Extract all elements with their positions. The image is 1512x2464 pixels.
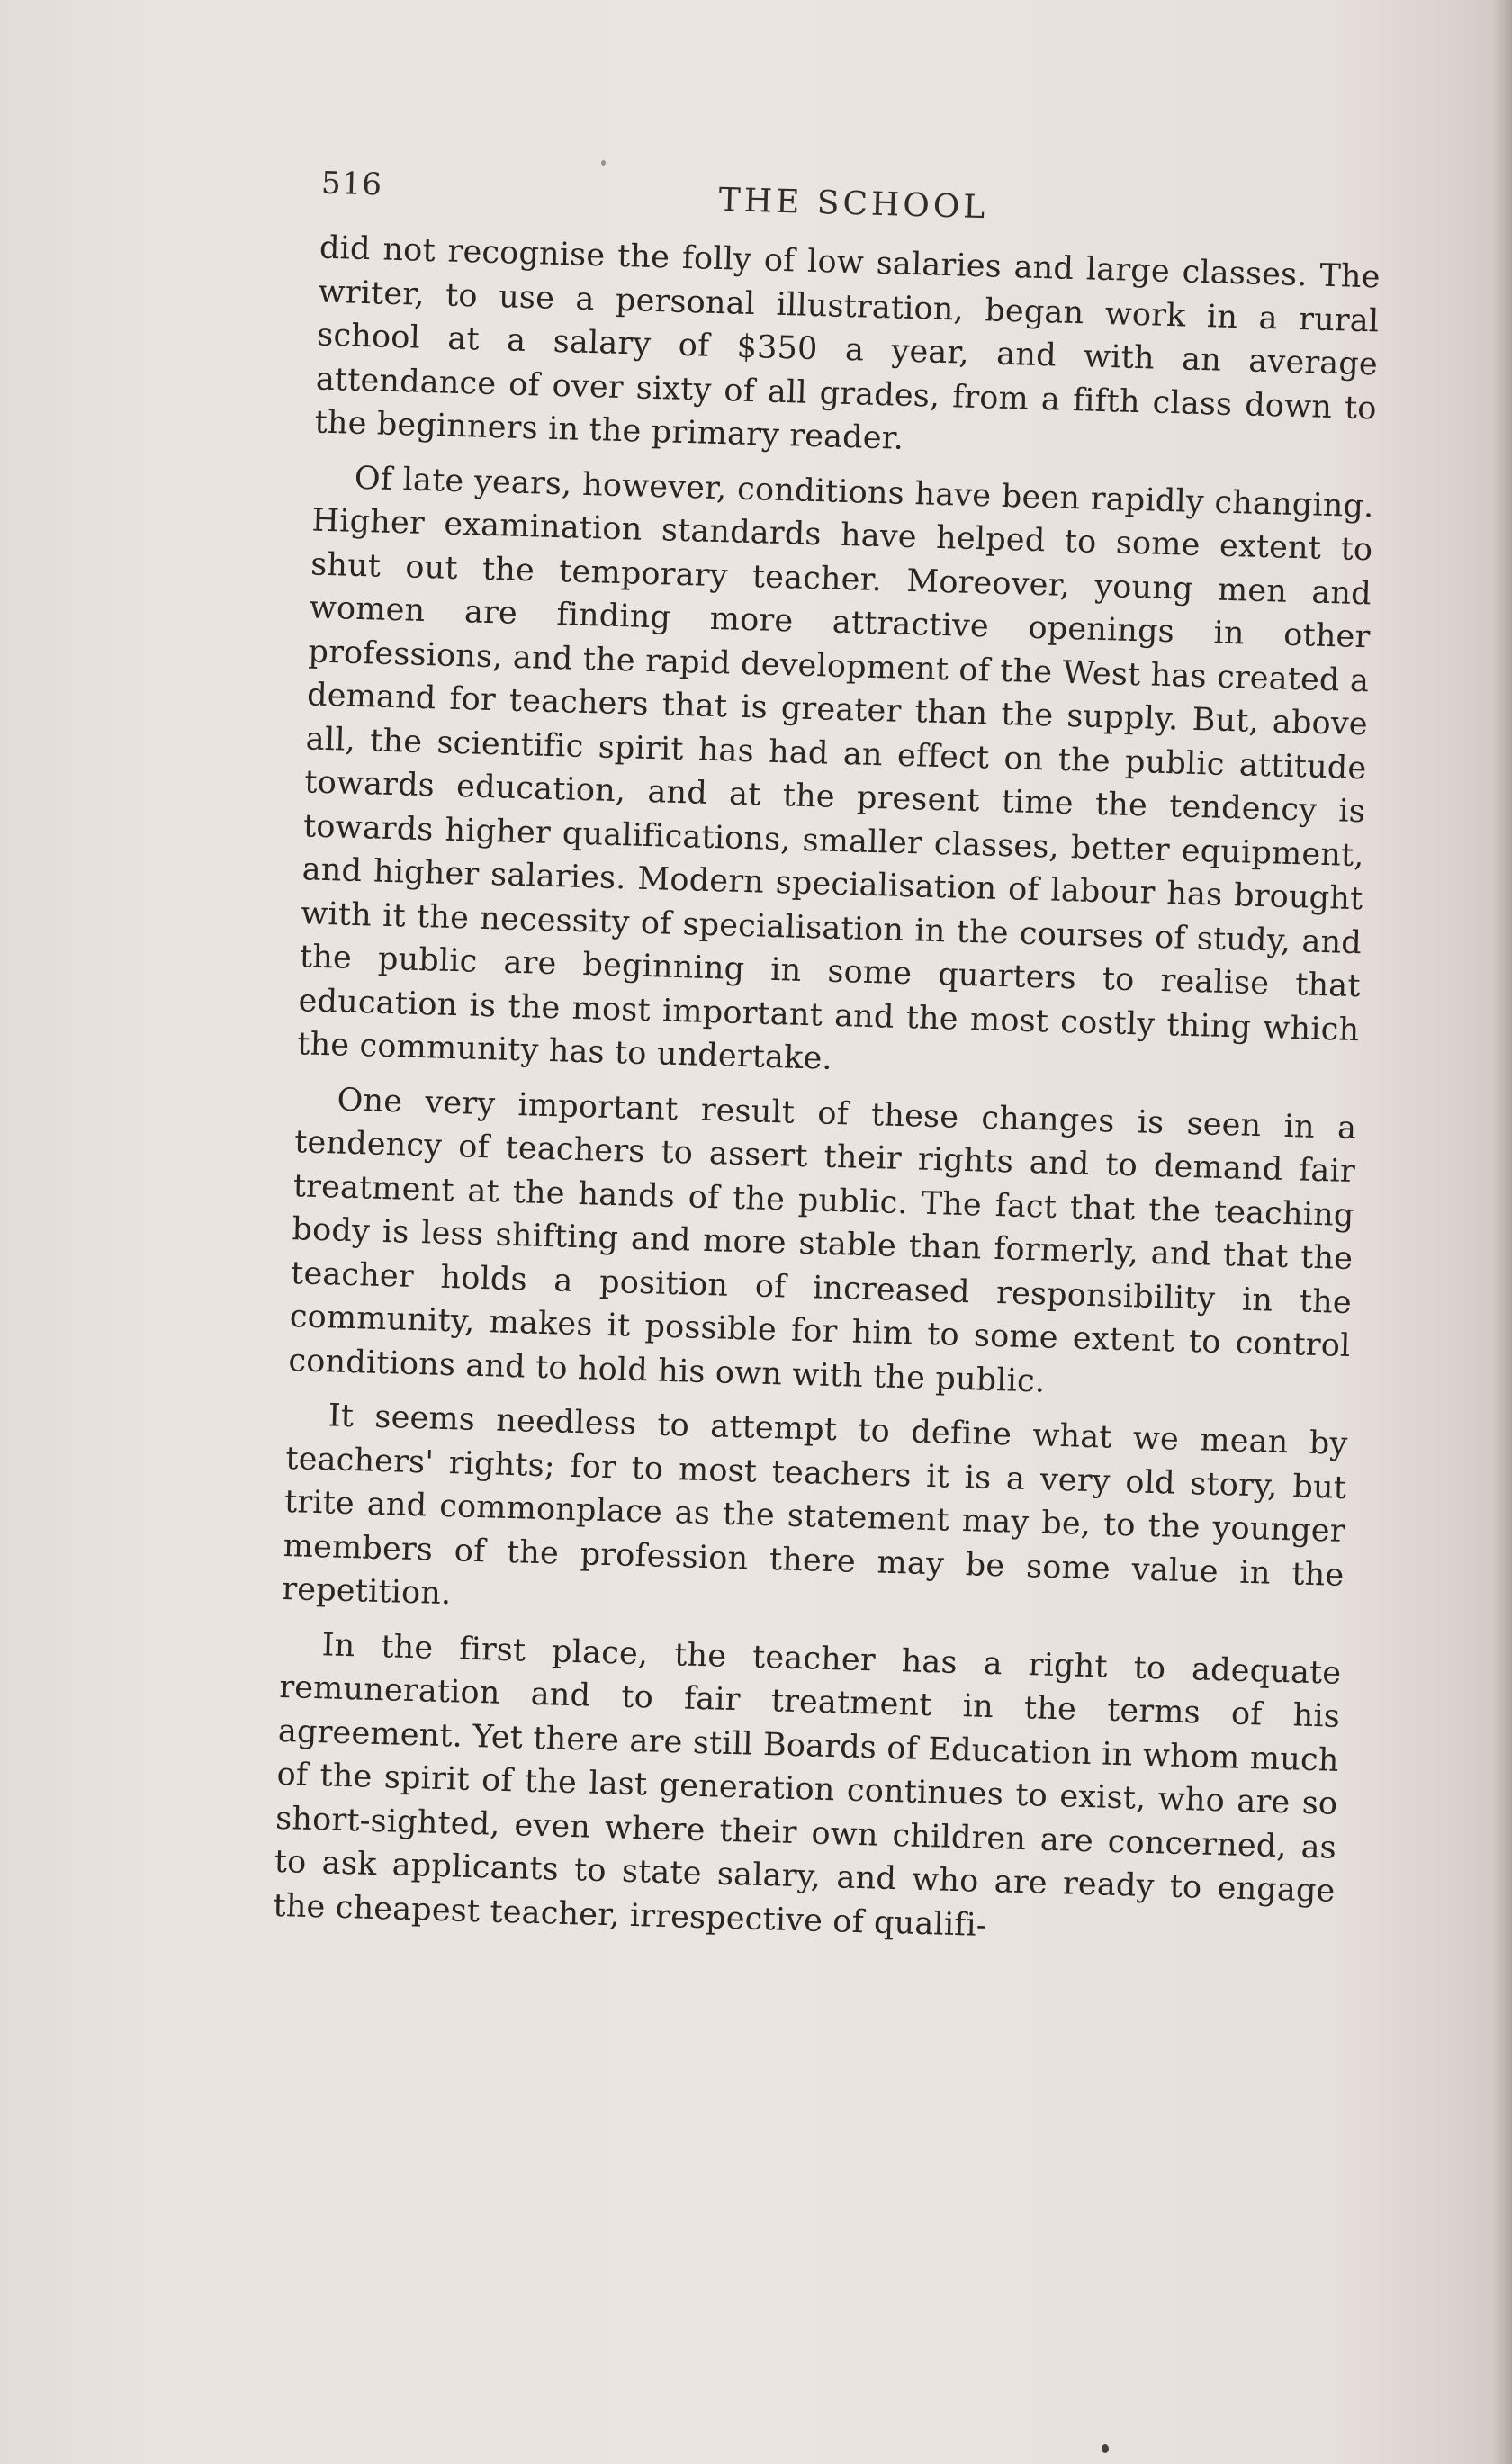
paragraph-remuneration: In the first place, the teacher has a right to adequate remuneration and to fair treatment in the terms of his agreement. Yet there are still Boards of Education in whom much of the spirit of the last generation continues to exist, who are so short-sighted, even where their own children are concerned, as to ask applicants to state salary, and who are ready to engage the cheapest teacher, irrespective of qualifi-: [273, 1626, 1342, 1944]
paragraph-conditions-changing: Of late years, however, conditions have been rapidly changing. Higher examination standards have helped to some extent to shut out the temporary teacher. Moreover, young men and women are finding more attractive openings in other professions, and the rapid development of the West has created a demand for teachers that is greater than the supply. But, above all, the scientific spirit has had an effect on the public attitude towards education, and at the present time the tendency is towards higher qualifications, smaller classes, better equipment, and higher salaries. Modern specialisation of labour has brought with it the necessity of specialisation in the courses of study, and the public are beginning in some quarters to realise that education is the most important and the most costly thing which the community has to undertake.: [296, 460, 1375, 1077]
running-head: THE SCHOOL: [718, 181, 989, 227]
page-edge-shadow: [1492, 0, 1512, 2464]
paragraph-continuation: did not recognise the folly of low salaries and large classes. The writer, to use a personal illustration, began work in a rural school at a salary of $350 a year, and with an average attendance of over sixty of all grades, from a fifth class down to the beginners in the primary reader.: [314, 229, 1382, 457]
page-number: 516: [320, 165, 383, 203]
ink-speck: [601, 160, 606, 166]
paragraph-teachers-rights-result: One very important result of these changes is seen in a tendency of teachers to assert their rights and to demand fair treatment at the hands of the public. The fact that the teaching body is less shifting and more stable than formerly, and that the teacher holds a position of increased responsibility in the community, makes it possible for him to some extent to control conditions and to hold his own with the public.: [287, 1082, 1357, 1400]
page-text-block: [220, 153, 1390, 1968]
paragraph-define-rights: It seems needless to attempt to define what we mean by teachers' rights; for to most teachers it is a very old story, but trite and commonplace as the statement may be, to the younger members of the profession there may be some value in the repetition.: [281, 1398, 1348, 1613]
ink-speck: [1102, 2444, 1109, 2453]
